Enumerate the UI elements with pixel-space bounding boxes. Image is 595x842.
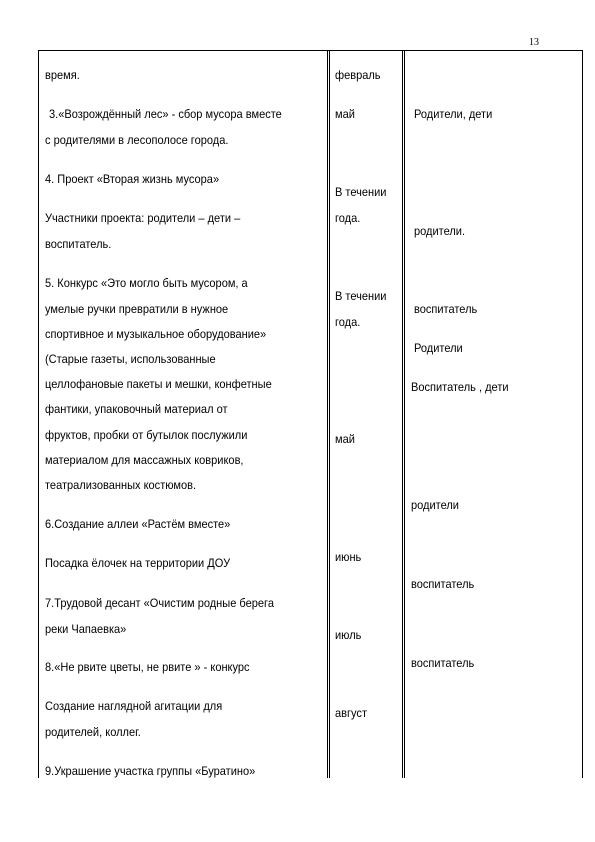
date-cell: В течении xyxy=(335,185,387,199)
activity-line: родителей, коллег. xyxy=(45,725,141,739)
column-divider-2 xyxy=(402,50,405,778)
date-cell: июнь xyxy=(335,550,362,564)
activity-line: время. xyxy=(45,68,80,82)
table-top-border xyxy=(38,50,583,51)
activity-line: 3.«Возрождённый лес» - сбор мусора вместе xyxy=(49,107,282,121)
column-divider-1 xyxy=(327,50,330,778)
activity-line: Посадка ёлочек на территории ДОУ xyxy=(45,556,231,570)
activity-line: фруктов, пробки от бутылок послужили xyxy=(45,428,248,442)
responsible-cell: Родители, дети xyxy=(414,107,493,121)
activity-line: Создание наглядной агитации для xyxy=(45,699,223,713)
responsible-cell: Родители xyxy=(414,341,463,355)
activity-line: 7.Трудовой десант «Очистим родные берега xyxy=(45,596,274,610)
responsible-cell: воспитатель xyxy=(411,656,475,670)
activity-line: спортивное и музыкальное оборудование» xyxy=(45,327,267,341)
activity-line: 6.Создание аллеи «Растём вместе» xyxy=(45,517,231,531)
responsible-cell: родители xyxy=(411,498,459,512)
date-cell: года. xyxy=(335,211,361,225)
activity-line: материалом для массажных ковриков, xyxy=(45,453,244,467)
activity-line: фантики, упаковочный материал от xyxy=(45,402,228,416)
responsible-cell: Воспитатель , дети xyxy=(411,380,509,394)
responsible-cell: воспитатель xyxy=(411,577,475,591)
activity-line: с родителями в лесополосе города. xyxy=(45,133,229,147)
activity-line: Участники проекта: родители – дети – xyxy=(45,211,241,225)
activity-line: 8.«Не рвите цветы, не рвите » - конкурс xyxy=(45,660,250,674)
date-cell: август xyxy=(335,706,368,720)
page-number: 13 xyxy=(529,37,539,48)
activity-line: 9.Украшение участка группы «Буратино» xyxy=(45,764,256,778)
activity-line: 5. Конкурс «Это могло быть мусором, а xyxy=(45,276,248,290)
table-right-border xyxy=(582,50,583,778)
activity-line: умелые ручки превратили в нужное xyxy=(45,302,229,316)
date-cell: май xyxy=(335,432,355,446)
activity-line: воспитатель. xyxy=(45,237,112,251)
activity-line: (Старые газеты, использованные xyxy=(45,352,216,366)
activity-line: реки Чапаевка» xyxy=(45,622,127,636)
date-cell: февраль xyxy=(335,68,381,82)
date-cell: В течении xyxy=(335,289,387,303)
date-cell: май xyxy=(335,107,355,121)
activity-line: театрализованных костюмов. xyxy=(45,478,197,492)
date-cell: июль xyxy=(335,628,362,642)
activity-line: целлофановые пакеты и мешки, конфетные xyxy=(45,377,272,391)
activity-line: 4. Проект «Вторая жизнь мусора» xyxy=(45,172,220,186)
responsible-cell: родители. xyxy=(414,224,466,238)
responsible-cell: воспитатель xyxy=(414,302,478,316)
table-left-border xyxy=(38,50,39,778)
date-cell: года. xyxy=(335,315,361,329)
